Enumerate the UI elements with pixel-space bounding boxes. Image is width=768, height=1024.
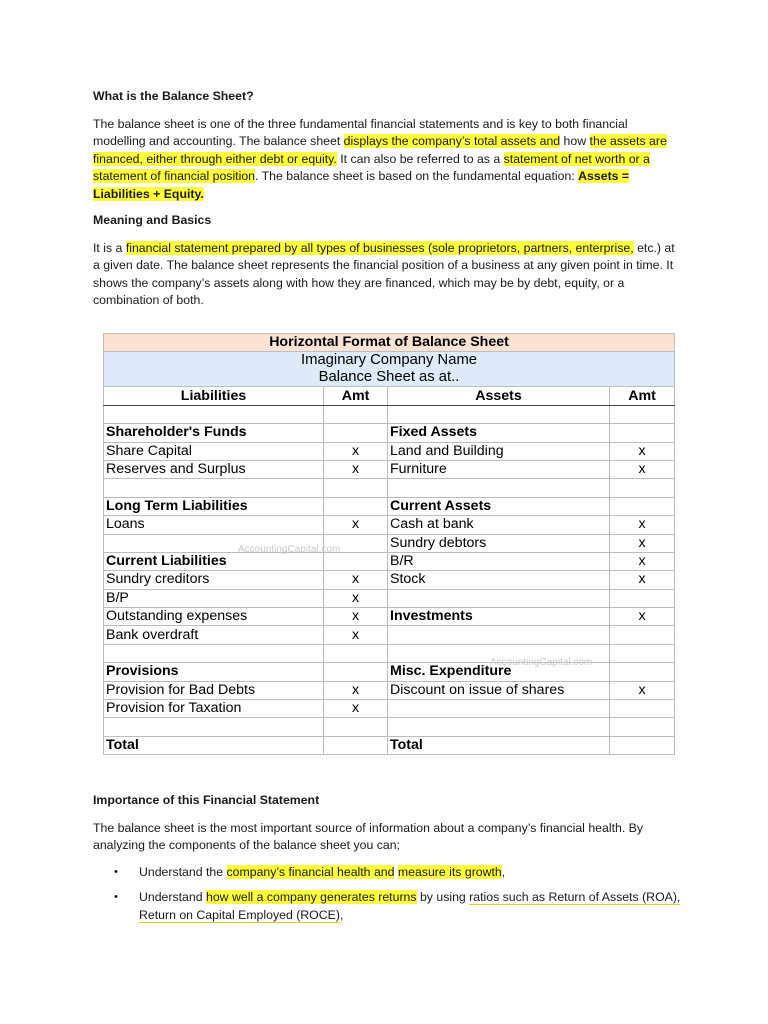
- amount-cell: x: [324, 516, 388, 534]
- item-cell: B/R: [388, 552, 610, 570]
- item-cell: Bank overdraft: [104, 626, 324, 644]
- importance-heading: Importance of this Financial Statement: [93, 793, 320, 807]
- list-item: • Understand how well a company generates returns by using ratios such as Return of Assets (ROA), Return on Capital Employed (ROCE),: [114, 890, 681, 922]
- table-row: [104, 460, 675, 478]
- item-cell: B/P: [104, 589, 324, 607]
- amount-cell: x: [324, 700, 388, 718]
- table-row: [104, 552, 675, 570]
- item-cell: Discount on issue of shares: [388, 681, 610, 699]
- item-cell: [104, 718, 324, 736]
- amount-cell: [610, 479, 675, 497]
- table-row: [104, 589, 675, 607]
- item-cell: [104, 405, 324, 423]
- item-cell: [388, 626, 610, 644]
- amount-cell: x: [610, 552, 675, 570]
- equation-highlight: Assets = Liabilities + Equity.: [93, 169, 630, 201]
- amount-cell: x: [610, 681, 675, 699]
- item-cell: Current Liabilities: [104, 552, 324, 570]
- item-cell: Cash at bank: [388, 516, 610, 534]
- amount-cell: [610, 644, 675, 662]
- amount-cell: x: [324, 460, 388, 478]
- table-header-row: [104, 387, 675, 405]
- column-header: Amt: [324, 387, 388, 405]
- amount-cell: x: [324, 626, 388, 644]
- amount-cell: [324, 663, 388, 681]
- table-row: [104, 497, 675, 515]
- item-cell: Shareholder's Funds: [104, 424, 324, 442]
- amount-cell: x: [610, 516, 675, 534]
- item-cell: Outstanding expenses: [104, 608, 324, 626]
- item-cell: Current Assets: [388, 497, 610, 515]
- amount-cell: [324, 644, 388, 662]
- table-row: [104, 534, 675, 552]
- amount-cell: [324, 424, 388, 442]
- amount-cell: [324, 718, 388, 736]
- item-cell: Long Term Liabilities: [104, 497, 324, 515]
- item-cell: Total: [388, 736, 610, 754]
- watermark: AccountingCapital.com: [490, 657, 593, 668]
- highlight: company’s financial health and: [226, 864, 395, 879]
- bullet-icon: •: [114, 865, 118, 878]
- item-cell: [388, 718, 610, 736]
- table-row: [104, 718, 675, 736]
- amount-cell: x: [610, 608, 675, 626]
- importance-section: [93, 792, 683, 932]
- table-row: [104, 608, 675, 626]
- amount-cell: [324, 479, 388, 497]
- amount-cell: x: [610, 442, 675, 460]
- amount-cell: [610, 663, 675, 681]
- amount-cell: [610, 736, 675, 754]
- table-title-row: [104, 334, 675, 352]
- table-row: [104, 626, 675, 644]
- table-title: Horizontal Format of Balance Sheet: [104, 334, 675, 352]
- item-cell: Share Capital: [104, 442, 324, 460]
- watermark: AccountingCapital.com: [238, 544, 341, 555]
- amount-cell: x: [324, 571, 388, 589]
- item-cell: Misc. Expenditure: [388, 663, 610, 681]
- column-header: Amt: [610, 387, 675, 405]
- item-cell: Stock: [388, 571, 610, 589]
- company-row: [104, 352, 675, 387]
- intro-section: [93, 88, 683, 319]
- amount-cell: x: [610, 571, 675, 589]
- table-row: [104, 424, 675, 442]
- table-row: [104, 700, 675, 718]
- item-cell: Land and Building: [388, 442, 610, 460]
- highlight: displays the company’s total assets and: [343, 134, 561, 148]
- meaning-basics-heading: Meaning and Basics: [93, 213, 212, 227]
- table-row: [104, 571, 675, 589]
- amount-cell: x: [324, 681, 388, 699]
- column-header: Liabilities: [104, 387, 324, 405]
- highlight: how well a company generates returns: [206, 890, 417, 904]
- amount-cell: x: [610, 460, 675, 478]
- balance-sheet-format-table: [103, 333, 674, 769]
- amount-cell: [610, 497, 675, 515]
- item-cell: Provisions: [104, 663, 324, 681]
- item-cell: [388, 479, 610, 497]
- table-row: [104, 516, 675, 534]
- amount-cell: [324, 552, 388, 570]
- amount-cell: [610, 405, 675, 423]
- item-cell: Provision for Taxation: [104, 700, 324, 718]
- column-header: Assets: [388, 387, 610, 405]
- amount-cell: [610, 589, 675, 607]
- table-row: [104, 442, 675, 460]
- table-row: [104, 681, 675, 699]
- item-cell: Furniture: [388, 460, 610, 478]
- amount-cell: [610, 424, 675, 442]
- amount-cell: x: [324, 589, 388, 607]
- item-cell: Fixed Assets: [388, 424, 610, 442]
- item-cell: [388, 589, 610, 607]
- amount-cell: [610, 626, 675, 644]
- highlight: the assets are financed, either through either debt or equity.: [93, 134, 667, 166]
- balance-sheet-as-at: Balance Sheet as at..: [318, 369, 460, 386]
- amount-cell: [610, 700, 675, 718]
- basics-paragraph: It is a financial statement prepared by all types of businesses (sole proprietors, partners, enterprise, etc.) at a given date. The balance sheet represents the financial position of a business at any given point in time. It shows the company’s assets along with how they are financed, which may be by debt, equity, or a combination of both.: [93, 240, 675, 307]
- amount-cell: [324, 405, 388, 423]
- item-cell: Sundry debtors: [388, 534, 610, 552]
- list-item: • Understand the company’s financial health and measure its growth,: [139, 864, 683, 882]
- item-cell: Provision for Bad Debts: [104, 681, 324, 699]
- table-row: [104, 405, 675, 423]
- amount-cell: [324, 497, 388, 515]
- item-cell: [104, 479, 324, 497]
- item-cell: Reserves and Surplus: [104, 460, 324, 478]
- amount-cell: x: [324, 442, 388, 460]
- table-row: [104, 479, 675, 497]
- bullet-icon: •: [114, 891, 118, 903]
- amount-cell: x: [324, 608, 388, 626]
- company-name: Imaginary Company Name: [301, 352, 478, 369]
- highlight: financial statement prepared by all types of businesses (sole proprietors, partners, enterprise,: [125, 240, 634, 255]
- table-row: [104, 736, 675, 754]
- intro-paragraph: The balance sheet is one of the three fundamental financial statements and is key to both financial modelling and accounting. The balance sheet displays the company’s total assets and how the assets are financed, either through either debt or equity. It can also be referred to as a statement of net worth or a statement of financial position. The balance sheet is based on the fundamental equation: Assets = Liabilities + Equity.: [93, 116, 667, 201]
- amount-cell: x: [610, 534, 675, 552]
- highlight: measure its growth: [397, 864, 502, 879]
- amount-cell: [610, 718, 675, 736]
- item-cell: Sundry creditors: [104, 571, 324, 589]
- item-cell: [388, 405, 610, 423]
- item-cell: Loans: [104, 516, 324, 534]
- item-cell: Investments: [388, 608, 610, 626]
- amount-cell: [324, 736, 388, 754]
- item-cell: [388, 700, 610, 718]
- importance-list: [93, 864, 683, 925]
- item-cell: Total: [104, 736, 324, 754]
- highlight: statement of net worth or a statement of financial position: [93, 151, 650, 183]
- item-cell: [104, 644, 324, 662]
- importance-paragraph: The balance sheet is the most important source of information about a company’s financial health. By analyzing the components of the balance sheet you can;: [93, 820, 644, 852]
- underlined-text: ratios such as Return of Assets (ROA), Return on Capital Employed (ROCE): [139, 890, 681, 922]
- balance-sheet-heading: What is the Balance Sheet?: [93, 89, 254, 103]
